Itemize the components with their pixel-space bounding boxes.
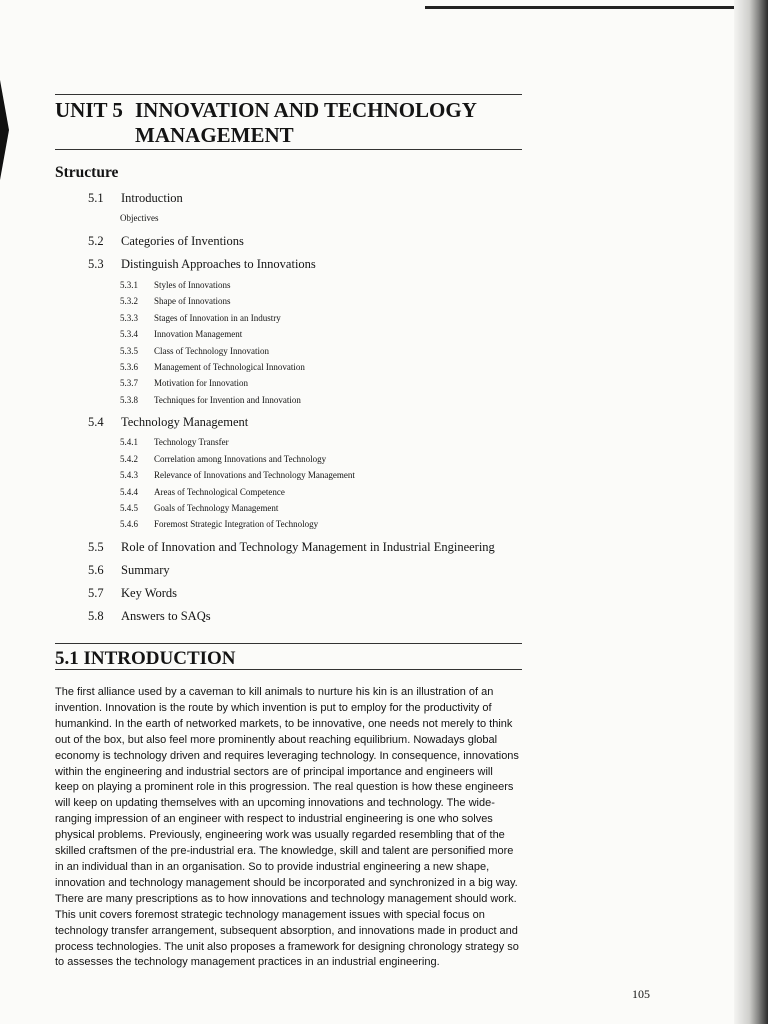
toc-item-title: Management of Technological Innovation (154, 362, 305, 372)
toc-item-title: Summary (121, 563, 170, 577)
unit-title (55, 98, 525, 148)
title-top-rule (55, 94, 522, 95)
toc-item-title: Stages of Innovation in an Industry (154, 313, 281, 323)
toc-item-number: 5.5 (88, 540, 104, 554)
toc-item-number: 5.3.6 (120, 362, 138, 372)
toc-item-number: 5.4.5 (120, 503, 138, 513)
toc-item-title: Relevance of Innovations and Technology Management (154, 470, 355, 480)
toc-item-number: 5.8 (88, 609, 104, 623)
introduction-paragraph: The first alliance used by a caveman to kill animals to nurture his kin is an illustration of an invention. Innovation is the route by which invention is put to employ for the productivity of humankind. In the earth of networked markets, to be innovative, one needs not merely to think out of the box, but also feel more prominently about reaching equilibrium. Nowadays global economy is technology driven and requires leveraging technology. In consequence, innovations within the engineering and industrial sectors are of principal importance and engineers will keep on playing a prominent role in this progression. The real question is how these engineers will keep on updating themselves with an upcoming innovations and technology. The wide-ranging impression of an engineer with respect to industrial engineering is one who solves physical problems. Previously, engineering work was usually regarded resembling that of the skilled craftsmen of the pre-industrial era. The knowledge, skill and talent are personified more in an individual than in an organisation. So to provide industrial engineering a new shape, innovation and technology management should be incorporated and synchronized in a big way. There are many prescriptions as to how innovations and technology management should work. This unit covers foremost strategic technology management issues with special focus on technology transfer arrangement, subsequent absorption, and innovations made in product and process technologies. The unit also proposes a framework for designing chronology strategy so to assesses the technology management practices in an industrial engineering. (55, 686, 519, 969)
toc-item-title: Innovation Management (154, 329, 243, 339)
toc-item-title: Styles of Innovations (154, 280, 231, 290)
toc-item-number: 5.3.5 (120, 346, 138, 356)
toc-item-title: Answers to SAQs (121, 609, 211, 623)
toc-item-number: 5.4.1 (120, 437, 138, 447)
unit-number: UNIT 5 (55, 98, 123, 122)
scan-right-edge (734, 0, 768, 1024)
scan-left-mark (0, 80, 9, 180)
unit-title-line2: MANAGEMENT (135, 123, 294, 147)
toc-item-number: 5.4.3 (120, 470, 138, 480)
toc-item-title: Introduction (121, 191, 183, 205)
section-top-rule (55, 643, 522, 644)
toc-item-number: 5.3.4 (120, 329, 138, 339)
toc-item-title: Shape of Innovations (154, 296, 231, 306)
toc-item-number: 5.3.8 (120, 395, 138, 405)
toc-item-number: 5.2 (88, 234, 104, 248)
toc-item-title: Goals of Technology Management (154, 503, 279, 513)
toc-item-title: Objectives (120, 213, 159, 223)
toc-item-title: Key Words (121, 586, 178, 600)
toc-item-title: Categories of Inventions (121, 234, 244, 248)
toc-item-title: Class of Technology Innovation (154, 346, 269, 356)
toc-item-title: Areas of Technological Competence (154, 487, 285, 497)
toc-item-number: 5.3.1 (120, 280, 138, 290)
toc-item-title: Technology Transfer (154, 437, 229, 447)
toc-item-number: 5.4.2 (120, 454, 138, 464)
unit-title-line1: INNOVATION AND TECHNOLOGY (135, 98, 477, 122)
toc-item-title: Foremost Strategic Integration of Technology (154, 519, 319, 529)
toc-item-title: Correlation among Innovations and Technology (154, 454, 327, 464)
toc-item-title: Techniques for Invention and Innovation (154, 395, 301, 405)
page-number: 105 (632, 987, 650, 1001)
structure-heading: Structure (55, 164, 119, 181)
section-heading: 5.1 INTRODUCTION (55, 648, 236, 669)
toc-item-number: 5.7 (88, 586, 104, 600)
title-bottom-rule (55, 149, 522, 150)
toc-item-number: 5.4.4 (120, 487, 138, 497)
toc-item-title: Distinguish Approaches to Innovations (121, 257, 316, 271)
toc-item-number: 5.3 (88, 257, 104, 271)
toc-item-number: 5.3.7 (120, 378, 138, 388)
toc-item-title: Role of Innovation and Technology Management in Industrial Engineering (121, 540, 495, 554)
section-bottom-rule (55, 669, 522, 670)
toc-item-number: 5.4.6 (120, 519, 138, 529)
toc-item-number: 5.3.2 (120, 296, 138, 306)
top-edge-rule (425, 6, 745, 9)
toc-item-number: 5.4 (88, 415, 104, 429)
toc-item-number: 5.1 (88, 191, 104, 205)
toc-item-number: 5.6 (88, 563, 104, 577)
toc-item-title: Motivation for Innovation (154, 378, 248, 388)
toc-item-title: Technology Management (121, 415, 249, 429)
toc-item-number: 5.3.3 (120, 313, 138, 323)
